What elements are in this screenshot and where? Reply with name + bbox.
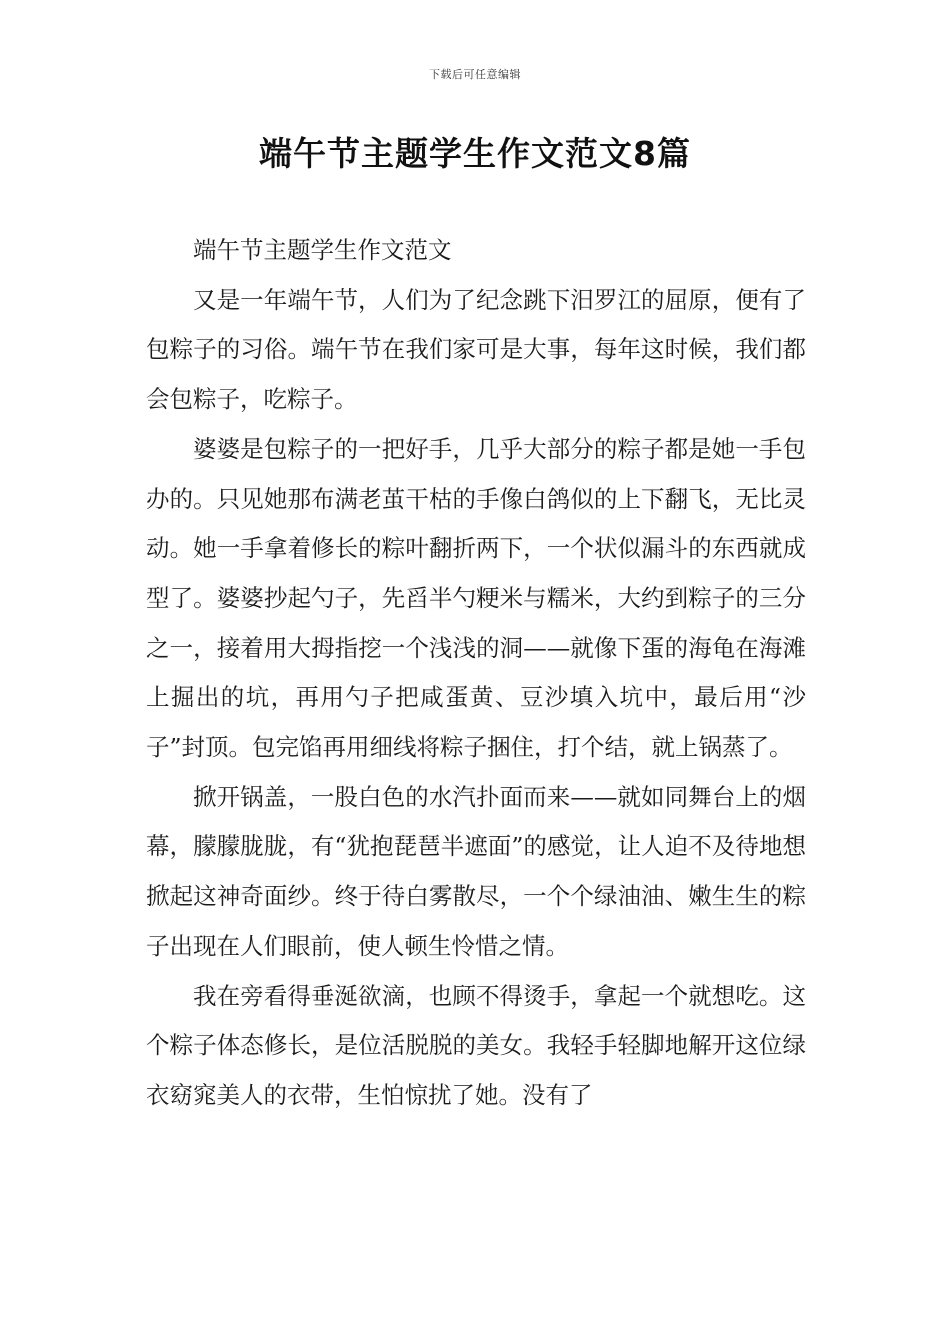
essay-subtitle: 端午节主题学生作文范文 [193,236,452,264]
paragraph: 掀开锅盖，一股白色的水汽扑面而来——就如同舞台上的烟幕，朦朦胧胧，有“犹抱琵琶半遮面”的感觉，让人迫不及待地想掀起这神奇面纱。终于待白雾散尽，一个个绿油油、嫩生生的粽子出现在人们眼前，使人顿生怜惜之情。 [146,782,806,960]
paragraph: 我在旁看得垂涎欲滴，也顾不得烫手，拿起一个就想吃。这个粽子体态修长，是位活脱脱的美女。我轻手轻脚地解开这位绿衣窈窕美人的衣带，生怕惊扰了她。没有了 [146,981,806,1109]
document-body [146,226,806,1121]
paragraph: 又是一年端午节，人们为了纪念跳下汨罗江的屈原，便有了包粽子的习俗。端午节在我们家可是大事，每年这时候，我们都会包粽子，吃粽子。 [146,285,806,414]
document-title: 端午节主题学生作文范文8篇 [259,134,691,173]
paragraph: 婆婆是包粽子的一把好手，几乎大部分的粽子都是她一手包办的。只见她那布满老茧干枯的手像白鸽似的上下翻飞，无比灵动。她一手拿着修长的粽叶翻折两下，一个状似漏斗的东西就成型了。婆婆抄起勺子，先舀半勺粳米与糯米，大约到粽子的三分之一，接着用大拇指挖一个浅浅的洞——就像下蛋的海龟在海滩上掘出的坑，再用勺子把咸蛋黄、豆沙填入坑中，最后用“沙子”封顶。包完馅再用细线将粽子捆住，打个结，就上锅蒸了。 [146,434,806,762]
header-note: 下载后可任意编辑 [429,68,521,81]
